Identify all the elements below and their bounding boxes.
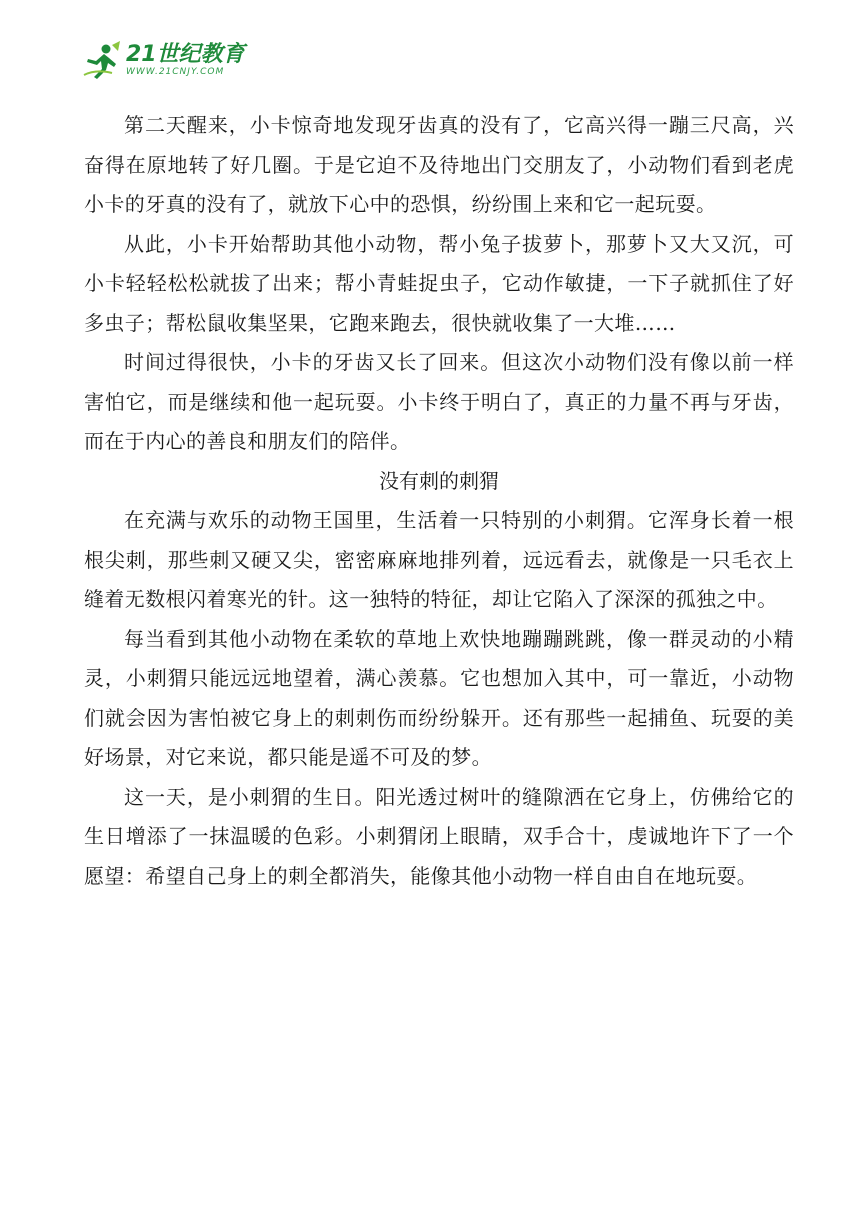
paragraph: 从此，小卡开始帮助其他小动物，帮小兔子拔萝卜，那萝卜又大又沉，可小卡轻轻松松就拔了出来；帮小青蛙捉虫子，它动作敏捷，一下子就抓住了好多虫子；帮松鼠收集坚果，它跑来跑去，很快就收集了一大堆…… (84, 231, 794, 335)
paragraph: 每当看到其他小动物在柔软的草地上欢快地蹦蹦跳跳，像一群灵动的小精灵，小刺猬只能远远地望着，满心羡慕。它也想加入其中，可一靠近，小动物们就会因为害怕被它身上的刺刺伤而纷纷躲开。还有那些一起捕鱼、玩耍的美好场景，对它来说，都只能是遥不可及的梦。 (84, 626, 794, 769)
logo-main-text: 21世纪教育 (126, 42, 245, 67)
paragraph: 时间过得很快，小卡的牙齿又长了回来。但这次小动物们没有像以前一样害怕它，而是继续和他一起玩耍。小卡终于明白了，真正的力量不再与牙齿，而在于内心的善良和朋友们的陪伴。 (84, 350, 794, 453)
paragraph: 这一天，是小刺猬的生日。阳光透过树叶的缝隙洒在它身上，仿佛给它的生日增添了一抹温暖的色彩。小刺猬闭上眼睛，双手合十，虔诚地许下了一个愿望：希望自己身上的刺全都消失，能像其他小动物一样自由自在地玩耍。 (84, 784, 794, 888)
logo-url-text: WWW.21CNJY.COM (126, 67, 225, 77)
paragraph: 第二天醒来，小卡惊奇地发现牙齿真的没有了，它高兴得一蹦三尺高，兴奋得在原地转了好几圈。于是它迫不及待地出门交朋友了，小动物们看到老虎小卡的牙真的没有了，就放下心中的恐惧，纷纷围上来和它一起玩耍。 (84, 113, 794, 216)
story-title: 没有刺的刺猬 (379, 468, 499, 493)
running-person-icon (82, 39, 122, 81)
document-body (84, 106, 794, 896)
logo (126, 43, 245, 77)
page-header (82, 38, 245, 82)
paragraph: 在充满与欢乐的动物王国里，生活着一只特别的小刺猬。它浑身长着一根根尖刺，那些刺又硬又尖，密密麻麻地排列着，远远看去，就像是一只毛衣上缝着无数根闪着寒光的针。这一独特的特征，却让它陷入了深深的孤独之中。 (84, 508, 794, 611)
